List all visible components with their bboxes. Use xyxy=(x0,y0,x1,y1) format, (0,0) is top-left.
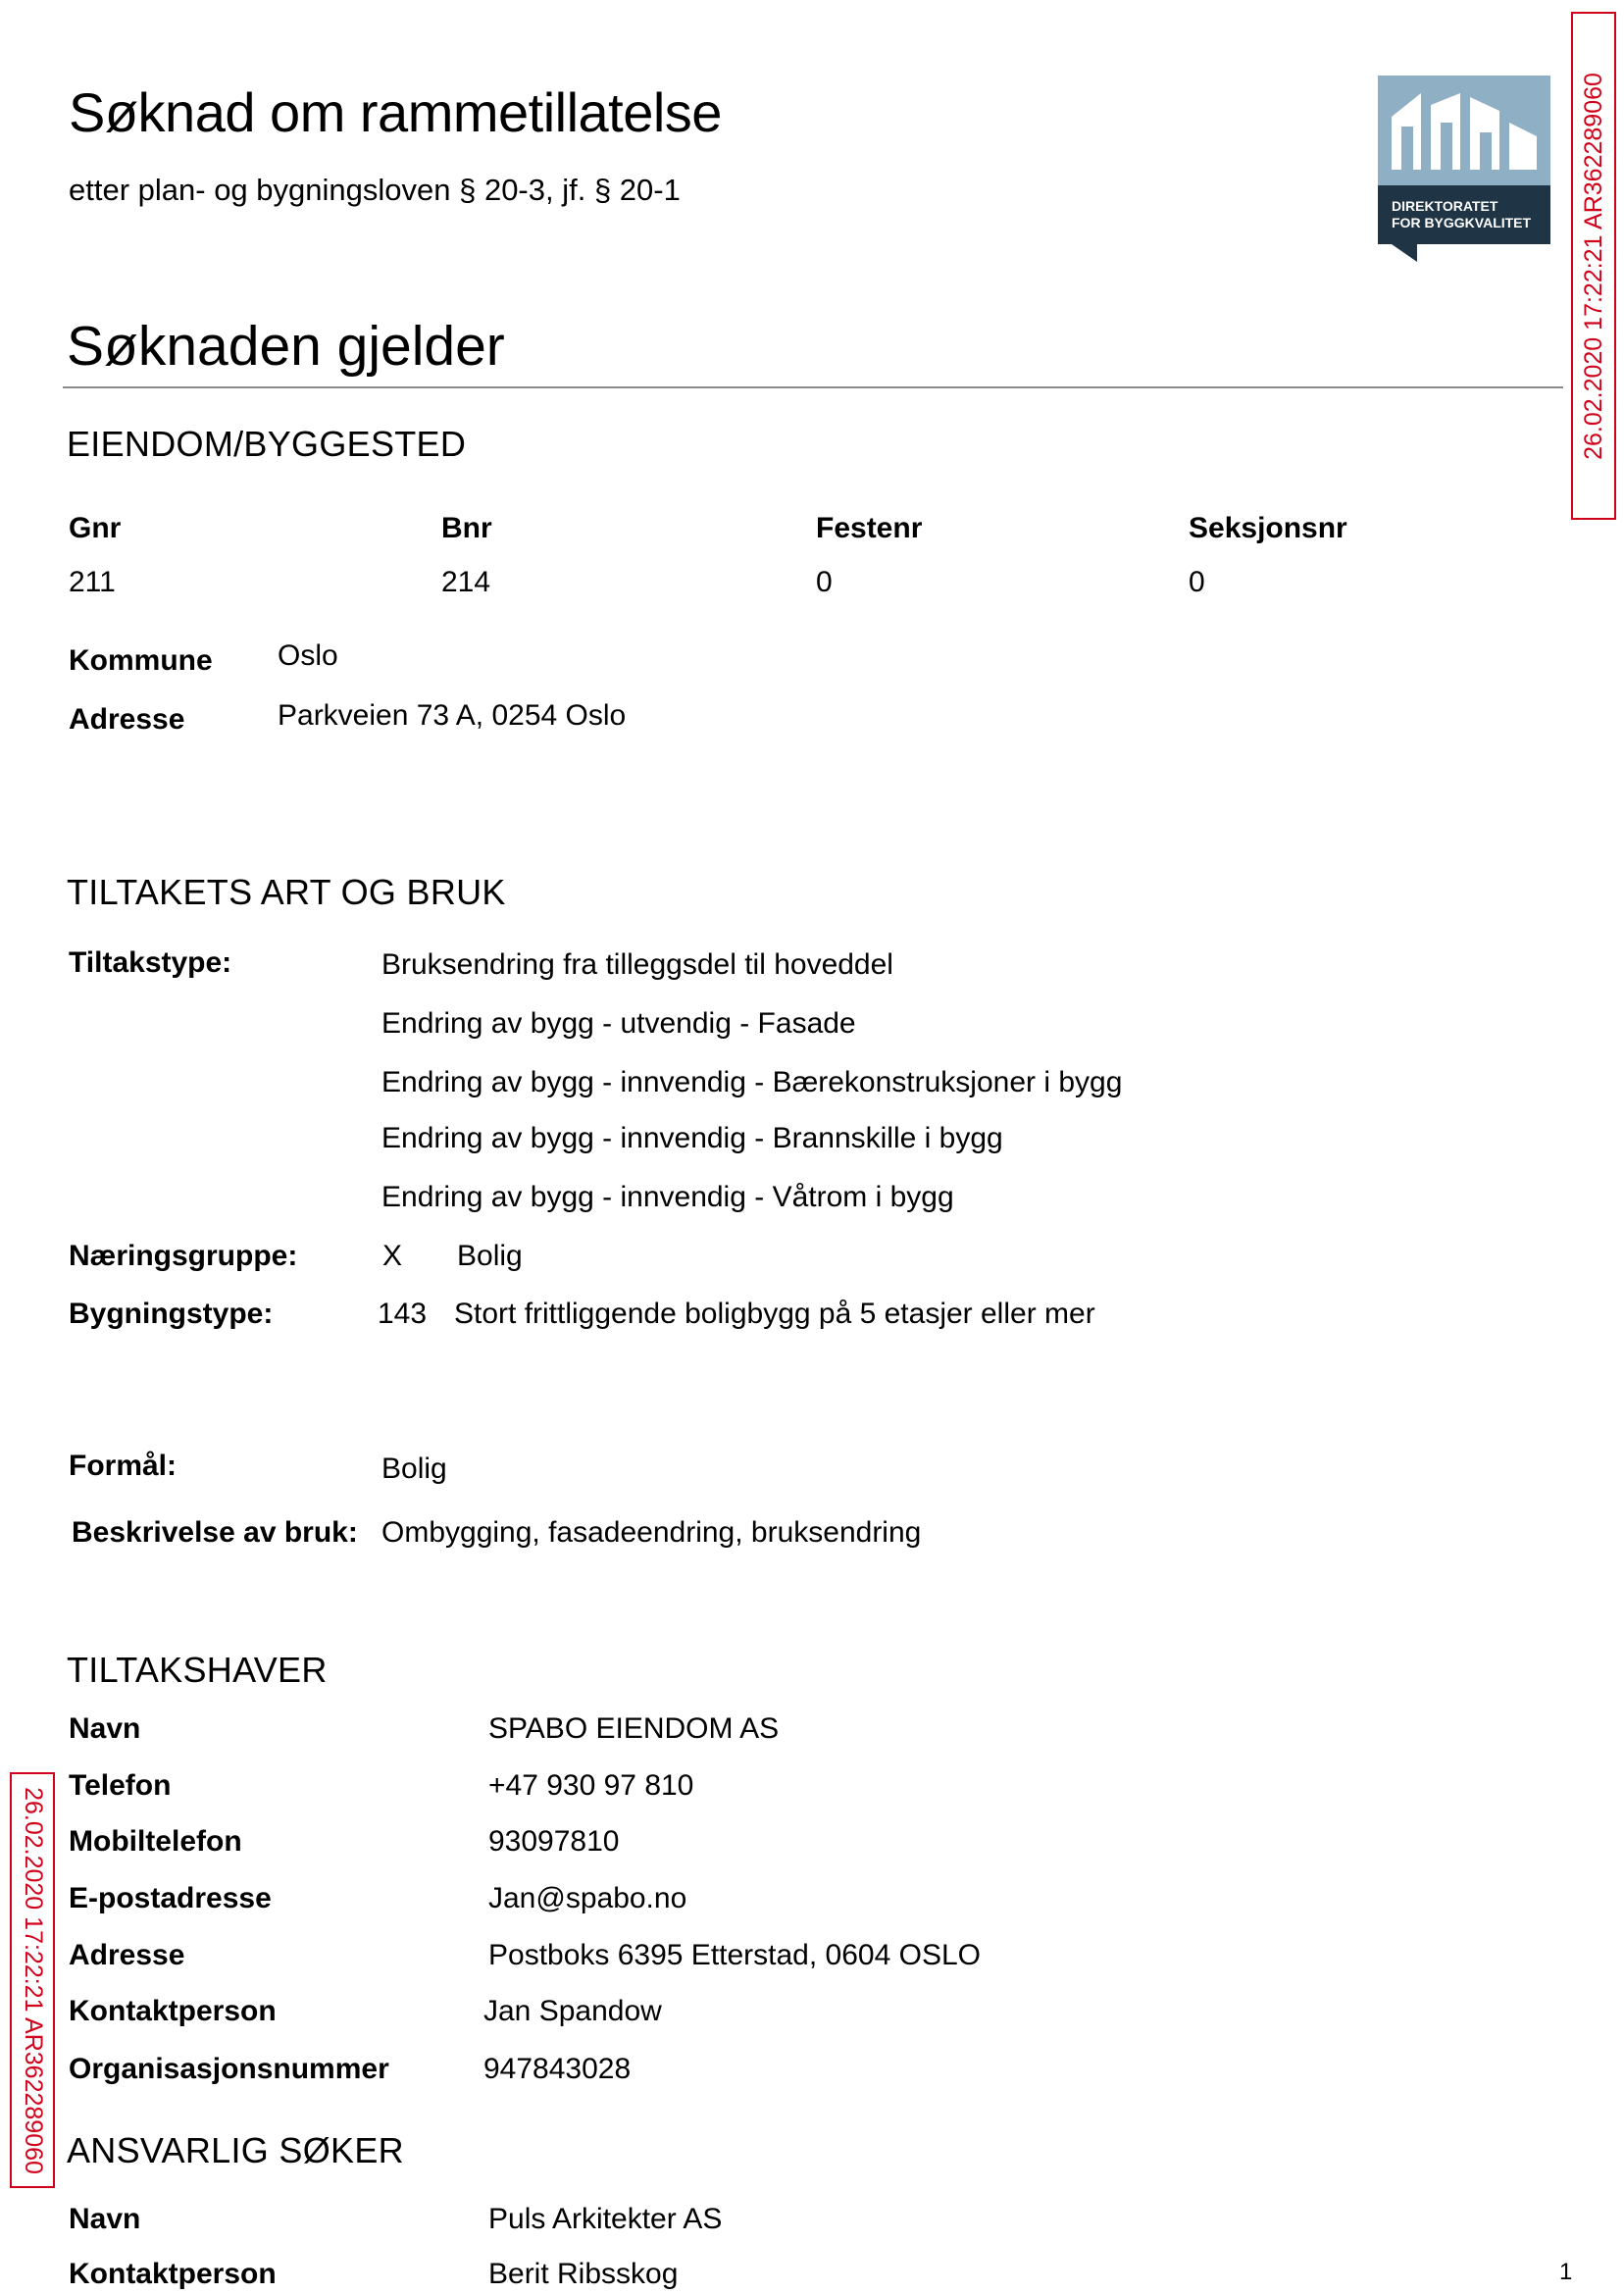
tiltakstype-item: Endring av bygg - utvendig - Fasade xyxy=(381,1007,856,1040)
tiltakshaver-telefon-label: Telefon xyxy=(69,1769,172,1802)
stamp-text: 26.02.2020 17:22:21 AR362289060 xyxy=(1579,72,1607,460)
tiltak-heading: TILTAKETS ART OG BRUK xyxy=(67,872,506,912)
tiltakshaver-orgnr-value: 947843028 xyxy=(483,2053,632,2085)
adresse-value: Parkveien 73 A, 0254 Oslo xyxy=(278,699,627,732)
tiltakstype-label: Tiltakstype: xyxy=(69,946,232,979)
soker-navn-value: Puls Arkitekter AS xyxy=(488,2203,723,2235)
soker-kontakt-label: Kontaktperson xyxy=(69,2258,277,2290)
bygningstype-label: Bygningstype: xyxy=(69,1298,274,1330)
tiltakshaver-heading: TILTAKSHAVER xyxy=(67,1650,328,1690)
tiltakstype-item: Endring av bygg - innvendig - Bærekonstruksjoner i bygg xyxy=(381,1066,1123,1098)
stamp-text: 26.02.2020 17:22:21 AR362289060 xyxy=(19,1786,47,2174)
tiltakshaver-navn-label: Navn xyxy=(69,1712,141,1745)
tiltakstype-item: Bruksendring fra tilleggsdel til hoveddel xyxy=(381,948,893,981)
tiltakshaver-epost-value: Jan@spabo.no xyxy=(488,1882,687,1914)
tiltakshaver-kontakt-label: Kontaktperson xyxy=(69,1995,277,2027)
tiltakshaver-telefon-value: +47 930 97 810 xyxy=(488,1769,694,1802)
beskrivelse-value: Ombygging, fasadeendring, bruksendring xyxy=(381,1516,922,1549)
logo-text-line1: DIREKTORATET xyxy=(1392,198,1498,214)
tiltakstype-item: Endring av bygg - innvendig - Brannskille i bygg xyxy=(381,1122,1003,1154)
document-title: Søknad om rammetillatelse xyxy=(69,81,722,143)
naeringsgruppe-label: Næringsgruppe: xyxy=(69,1240,298,1272)
gnr-value: 211 xyxy=(69,566,116,598)
dibk-logo xyxy=(1378,76,1550,262)
tiltakshaver-adresse-label: Adresse xyxy=(69,1939,185,1971)
received-stamp-top xyxy=(1571,12,1616,520)
festenr-value: 0 xyxy=(816,566,833,598)
page-number: 1 xyxy=(1559,2259,1573,2285)
soker-navn-label: Navn xyxy=(69,2203,141,2235)
formal-label: Formål: xyxy=(69,1450,178,1482)
tiltakshaver-orgnr-label: Organisasjonsnummer xyxy=(69,2053,389,2085)
bnr-value: 214 xyxy=(441,566,491,598)
kommune-value: Oslo xyxy=(278,639,338,672)
naeringsgruppe-code: X xyxy=(382,1240,403,1272)
formal-value: Bolig xyxy=(381,1453,447,1485)
kommune-label: Kommune xyxy=(69,644,213,677)
bygningstype-value: Stort frittliggende boligbygg på 5 etasjer eller mer xyxy=(454,1298,1095,1330)
tiltakshaver-epost-label: E-postadresse xyxy=(69,1882,272,1914)
soker-heading: ANSVARLIG SØKER xyxy=(67,2130,404,2170)
section-heading: Søknaden gjelder xyxy=(67,315,505,378)
tiltakstype-item: Endring av bygg - innvendig - Våtrom i bygg xyxy=(381,1181,954,1213)
received-stamp-left xyxy=(10,1772,55,2188)
bnr-label: Bnr xyxy=(441,512,492,544)
gnr-label: Gnr xyxy=(69,512,122,544)
tiltakshaver-mobil-label: Mobiltelefon xyxy=(69,1825,242,1858)
soker-kontakt-value: Berit Ribsskog xyxy=(488,2258,679,2290)
document-subtitle: etter plan- og bygningsloven § 20-3, jf. § 20-1 xyxy=(69,173,681,207)
seksjonsnr-value: 0 xyxy=(1189,566,1205,598)
logo-text-line2: FOR BYGGKVALITET xyxy=(1392,215,1532,230)
tiltakshaver-navn-value: SPABO EIENDOM AS xyxy=(488,1712,780,1745)
seksjonsnr-label: Seksjonsnr xyxy=(1189,512,1347,544)
bygningstype-code: 143 xyxy=(378,1298,428,1330)
adresse-label: Adresse xyxy=(69,703,185,736)
divider xyxy=(63,386,1563,388)
beskrivelse-label: Beskrivelse av bruk: xyxy=(72,1516,358,1549)
eiendom-heading: EIENDOM/BYGGESTED xyxy=(67,424,467,464)
naeringsgruppe-value: Bolig xyxy=(457,1240,523,1272)
tiltakshaver-adresse-value: Postboks 6395 Etterstad, 0604 OSLO xyxy=(488,1939,981,1971)
festenr-label: Festenr xyxy=(816,512,923,544)
tiltakshaver-mobil-value: 93097810 xyxy=(488,1825,620,1858)
tiltakshaver-kontakt-value: Jan Spandow xyxy=(483,1995,662,2027)
